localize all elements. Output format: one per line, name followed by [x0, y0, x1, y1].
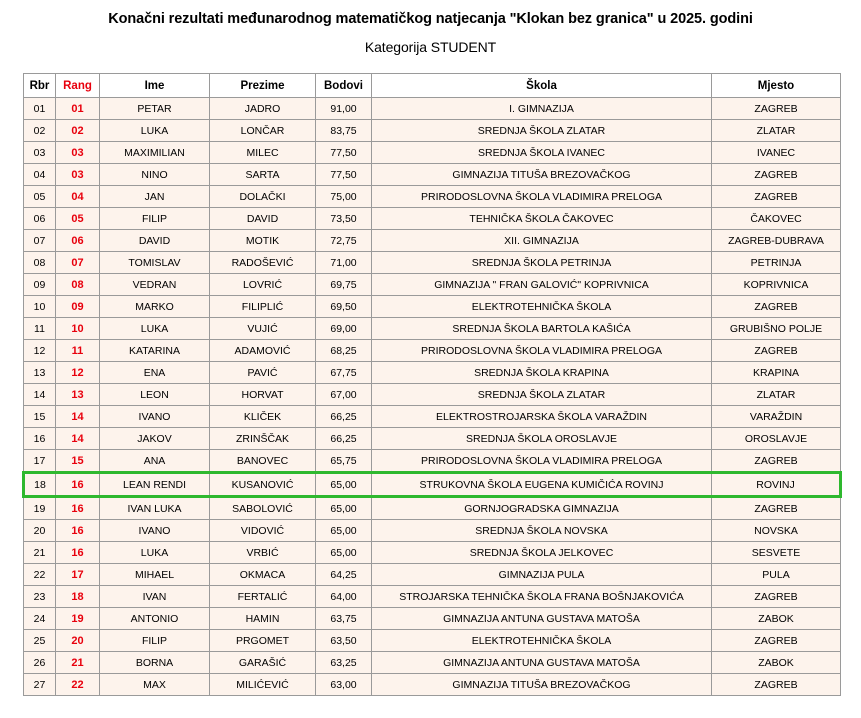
cell-rang: 12	[56, 362, 100, 384]
cell-rang: 19	[56, 608, 100, 630]
cell-prezime: VRBIĆ	[210, 542, 316, 564]
table-body	[24, 98, 841, 696]
table-row	[24, 406, 841, 428]
cell-ime: LUKA	[100, 318, 210, 340]
cell-rang: 21	[56, 652, 100, 674]
cell-bodovi: 77,50	[316, 164, 372, 186]
cell-rang: 04	[56, 186, 100, 208]
cell-skola: STRUKOVNA ŠKOLA EUGENA KUMIČIĆA ROVINJ	[372, 473, 712, 497]
cell-mjesto: ČAKOVEC	[712, 208, 841, 230]
cell-bodovi: 65,00	[316, 520, 372, 542]
cell-rbr: 19	[24, 497, 56, 520]
cell-ime: IVAN LUKA	[100, 497, 210, 520]
cell-rang: 09	[56, 296, 100, 318]
cell-bodovi: 71,00	[316, 252, 372, 274]
cell-skola: SREDNJA ŠKOLA KRAPINA	[372, 362, 712, 384]
cell-bodovi: 67,00	[316, 384, 372, 406]
cell-mjesto: ZAGREB	[712, 674, 841, 696]
cell-prezime: MILEC	[210, 142, 316, 164]
cell-prezime: PAVIĆ	[210, 362, 316, 384]
cell-prezime: SARTA	[210, 164, 316, 186]
cell-ime: ENA	[100, 362, 210, 384]
cell-mjesto: PULA	[712, 564, 841, 586]
cell-mjesto: ROVINJ	[712, 473, 841, 497]
cell-ime: TOMISLAV	[100, 252, 210, 274]
cell-rang: 18	[56, 586, 100, 608]
cell-rbr: 21	[24, 542, 56, 564]
cell-rang: 13	[56, 384, 100, 406]
cell-mjesto: SESVETE	[712, 542, 841, 564]
cell-ime: IVANO	[100, 406, 210, 428]
cell-prezime: KLIČEK	[210, 406, 316, 428]
cell-ime: VEDRAN	[100, 274, 210, 296]
cell-prezime: DOLAČKI	[210, 186, 316, 208]
cell-rbr: 01	[24, 98, 56, 120]
cell-bodovi: 64,00	[316, 586, 372, 608]
table-row	[24, 674, 841, 696]
cell-rang: 05	[56, 208, 100, 230]
cell-rbr: 05	[24, 186, 56, 208]
cell-rbr: 26	[24, 652, 56, 674]
page-title: Konačni rezultati međunarodnog matematičkog natjecanja "Klokan bez granica" u 2025. godini	[108, 11, 753, 27]
cell-bodovi: 63,00	[316, 674, 372, 696]
cell-bodovi: 63,75	[316, 608, 372, 630]
cell-rang: 11	[56, 340, 100, 362]
cell-skola: ELEKTROTEHNIČKA ŠKOLA	[372, 296, 712, 318]
cell-prezime: HORVAT	[210, 384, 316, 406]
cell-ime: IVANO	[100, 520, 210, 542]
cell-bodovi: 67,75	[316, 362, 372, 384]
cell-rang: 08	[56, 274, 100, 296]
cell-rang: 17	[56, 564, 100, 586]
table-row	[24, 652, 841, 674]
cell-skola: XII. GIMNAZIJA	[372, 230, 712, 252]
cell-ime: FILIP	[100, 630, 210, 652]
cell-rbr: 20	[24, 520, 56, 542]
cell-prezime: RADOŠEVIĆ	[210, 252, 316, 274]
column-header-mjesto: Mjesto	[712, 74, 841, 98]
cell-ime: JAKOV	[100, 428, 210, 450]
cell-mjesto: ZAGREB	[712, 98, 841, 120]
cell-skola: STROJARSKA TEHNIČKA ŠKOLA FRANA BOŠNJAKOVIĆA	[372, 586, 712, 608]
cell-mjesto: ZABOK	[712, 652, 841, 674]
cell-rang: 16	[56, 497, 100, 520]
cell-rbr: 22	[24, 564, 56, 586]
cell-rang: 16	[56, 542, 100, 564]
cell-bodovi: 65,00	[316, 542, 372, 564]
cell-rbr: 25	[24, 630, 56, 652]
cell-ime: BORNA	[100, 652, 210, 674]
cell-rang: 22	[56, 674, 100, 696]
cell-rbr: 27	[24, 674, 56, 696]
cell-skola: SREDNJA ŠKOLA OROSLAVJE	[372, 428, 712, 450]
cell-mjesto: PETRINJA	[712, 252, 841, 274]
table-row	[24, 362, 841, 384]
cell-prezime: FERTALIĆ	[210, 586, 316, 608]
column-header-prezime: Prezime	[210, 74, 316, 98]
cell-rbr: 02	[24, 120, 56, 142]
cell-rang: 01	[56, 98, 100, 120]
cell-bodovi: 68,25	[316, 340, 372, 362]
cell-skola: SREDNJA ŠKOLA IVANEC	[372, 142, 712, 164]
cell-prezime: FILIPLIĆ	[210, 296, 316, 318]
cell-mjesto: IVANEC	[712, 142, 841, 164]
cell-rbr: 14	[24, 384, 56, 406]
cell-mjesto: ZAGREB	[712, 450, 841, 473]
cell-mjesto: OROSLAVJE	[712, 428, 841, 450]
cell-prezime: VIDOVIĆ	[210, 520, 316, 542]
table-row	[24, 497, 841, 520]
cell-mjesto: ZABOK	[712, 608, 841, 630]
cell-rang: 03	[56, 164, 100, 186]
table-row	[24, 186, 841, 208]
cell-rbr: 09	[24, 274, 56, 296]
cell-bodovi: 66,25	[316, 406, 372, 428]
cell-ime: MIHAEL	[100, 564, 210, 586]
cell-rbr: 08	[24, 252, 56, 274]
cell-rbr: 03	[24, 142, 56, 164]
cell-rbr: 17	[24, 450, 56, 473]
cell-skola: I. GIMNAZIJA	[372, 98, 712, 120]
column-header-rang: Rang	[56, 74, 100, 98]
cell-bodovi: 63,25	[316, 652, 372, 674]
cell-skola: GIMNAZIJA " FRAN GALOVIĆ" KOPRIVNICA	[372, 274, 712, 296]
cell-rbr: 04	[24, 164, 56, 186]
table-row	[24, 586, 841, 608]
cell-skola: GIMNAZIJA ANTUNA GUSTAVA MATOŠA	[372, 608, 712, 630]
cell-prezime: ZRINŠČAK	[210, 428, 316, 450]
cell-rang: 03	[56, 142, 100, 164]
cell-mjesto: ZAGREB	[712, 630, 841, 652]
cell-mjesto: ZAGREB	[712, 340, 841, 362]
cell-prezime: HAMIN	[210, 608, 316, 630]
cell-mjesto: ZLATAR	[712, 384, 841, 406]
table-row	[24, 542, 841, 564]
cell-rbr: 07	[24, 230, 56, 252]
cell-mjesto: ZLATAR	[712, 120, 841, 142]
cell-ime: MAXIMILIAN	[100, 142, 210, 164]
cell-prezime: ADAMOVIĆ	[210, 340, 316, 362]
cell-skola: SREDNJA ŠKOLA NOVSKA	[372, 520, 712, 542]
cell-bodovi: 75,00	[316, 186, 372, 208]
table-row	[24, 318, 841, 340]
cell-skola: SREDNJA ŠKOLA JELKOVEC	[372, 542, 712, 564]
cell-ime: MARKO	[100, 296, 210, 318]
cell-prezime: BANOVEC	[210, 450, 316, 473]
cell-ime: LEAN RENDI	[100, 473, 210, 497]
cell-bodovi: 73,50	[316, 208, 372, 230]
column-header-skola: Škola	[372, 74, 712, 98]
cell-bodovi: 72,75	[316, 230, 372, 252]
cell-rbr: 15	[24, 406, 56, 428]
cell-bodovi: 65,00	[316, 473, 372, 497]
cell-prezime: MOTIK	[210, 230, 316, 252]
cell-skola: GIMNAZIJA ANTUNA GUSTAVA MATOŠA	[372, 652, 712, 674]
table-row	[24, 384, 841, 406]
column-header-ime: Ime	[100, 74, 210, 98]
cell-skola: GORNJOGRADSKA GIMNAZIJA	[372, 497, 712, 520]
table-row	[24, 98, 841, 120]
cell-rbr: 23	[24, 586, 56, 608]
cell-rbr: 10	[24, 296, 56, 318]
cell-rbr: 16	[24, 428, 56, 450]
cell-prezime: GARAŠIĆ	[210, 652, 316, 674]
cell-skola: SREDNJA ŠKOLA ZLATAR	[372, 120, 712, 142]
cell-ime: ANTONIO	[100, 608, 210, 630]
cell-skola: ELEKTROSTROJARSKA ŠKOLA VARAŽDIN	[372, 406, 712, 428]
table-row	[24, 473, 841, 497]
cell-prezime: JADRO	[210, 98, 316, 120]
column-header-rbr: Rbr	[24, 74, 56, 98]
cell-prezime: PRGOMET	[210, 630, 316, 652]
cell-rbr: 12	[24, 340, 56, 362]
cell-ime: ANA	[100, 450, 210, 473]
cell-rang: 14	[56, 406, 100, 428]
table-row	[24, 274, 841, 296]
table-row	[24, 296, 841, 318]
cell-skola: PRIRODOSLOVNA ŠKOLA VLADIMIRA PRELOGA	[372, 340, 712, 362]
table-row	[24, 564, 841, 586]
cell-rang: 06	[56, 230, 100, 252]
results-page	[0, 11, 861, 718]
table-row	[24, 428, 841, 450]
cell-ime: FILIP	[100, 208, 210, 230]
cell-mjesto: ZAGREB	[712, 296, 841, 318]
cell-ime: IVAN	[100, 586, 210, 608]
cell-rang: 02	[56, 120, 100, 142]
cell-mjesto: VARAŽDIN	[712, 406, 841, 428]
cell-ime: LUKA	[100, 120, 210, 142]
cell-bodovi: 77,50	[316, 142, 372, 164]
cell-rbr: 18	[24, 473, 56, 497]
table-row	[24, 340, 841, 362]
cell-ime: JAN	[100, 186, 210, 208]
table-row	[24, 164, 841, 186]
cell-bodovi: 69,00	[316, 318, 372, 340]
cell-bodovi: 66,25	[316, 428, 372, 450]
cell-mjesto: ZAGREB	[712, 186, 841, 208]
cell-skola: PRIRODOSLOVNA ŠKOLA VLADIMIRA PRELOGA	[372, 186, 712, 208]
cell-rang: 16	[56, 520, 100, 542]
cell-rbr: 13	[24, 362, 56, 384]
cell-rbr: 24	[24, 608, 56, 630]
cell-skola: SREDNJA ŠKOLA ZLATAR	[372, 384, 712, 406]
cell-skola: GIMNAZIJA PULA	[372, 564, 712, 586]
table-row	[24, 608, 841, 630]
table-row	[24, 630, 841, 652]
cell-rang: 16	[56, 473, 100, 497]
cell-mjesto: KRAPINA	[712, 362, 841, 384]
cell-bodovi: 83,75	[316, 120, 372, 142]
table-row	[24, 208, 841, 230]
cell-rang: 07	[56, 252, 100, 274]
cell-ime: KATARINA	[100, 340, 210, 362]
cell-skola: GIMNAZIJA TITUŠA BREZOVAČKOG	[372, 164, 712, 186]
cell-rbr: 06	[24, 208, 56, 230]
cell-prezime: LOVRIĆ	[210, 274, 316, 296]
cell-mjesto: ZAGREB	[712, 586, 841, 608]
cell-prezime: MILIĆEVIĆ	[210, 674, 316, 696]
table-header	[24, 74, 841, 98]
cell-mjesto: NOVSKA	[712, 520, 841, 542]
cell-ime: NINO	[100, 164, 210, 186]
cell-rang: 14	[56, 428, 100, 450]
cell-bodovi: 69,50	[316, 296, 372, 318]
cell-ime: PETAR	[100, 98, 210, 120]
cell-prezime: LONČAR	[210, 120, 316, 142]
page-subtitle: Kategorija STUDENT	[364, 39, 497, 55]
cell-skola: SREDNJA ŠKOLA PETRINJA	[372, 252, 712, 274]
cell-ime: DAVID	[100, 230, 210, 252]
table-row	[24, 142, 841, 164]
cell-rang: 10	[56, 318, 100, 340]
cell-mjesto: ZAGREB	[712, 497, 841, 520]
results-table	[22, 73, 842, 696]
cell-skola: GIMNAZIJA TITUŠA BREZOVAČKOG	[372, 674, 712, 696]
cell-prezime: KUSANOVIĆ	[210, 473, 316, 497]
table-row	[24, 120, 841, 142]
table-row	[24, 520, 841, 542]
cell-rang: 20	[56, 630, 100, 652]
cell-skola: ELEKTROTEHNIČKA ŠKOLA	[372, 630, 712, 652]
cell-prezime: SABOLOVIĆ	[210, 497, 316, 520]
cell-skola: SREDNJA ŠKOLA BARTOLA KAŠIĆA	[372, 318, 712, 340]
cell-skola: PRIRODOSLOVNA ŠKOLA VLADIMIRA PRELOGA	[372, 450, 712, 473]
cell-bodovi: 63,50	[316, 630, 372, 652]
cell-skola: TEHNIČKA ŠKOLA ČAKOVEC	[372, 208, 712, 230]
cell-ime: MAX	[100, 674, 210, 696]
column-header-bodovi: Bodovi	[316, 74, 372, 98]
cell-prezime: OKMACA	[210, 564, 316, 586]
cell-mjesto: KOPRIVNICA	[712, 274, 841, 296]
cell-ime: LUKA	[100, 542, 210, 564]
cell-bodovi: 65,75	[316, 450, 372, 473]
table-header-row	[24, 74, 841, 98]
cell-prezime: VUJIĆ	[210, 318, 316, 340]
cell-ime: LEON	[100, 384, 210, 406]
cell-bodovi: 69,75	[316, 274, 372, 296]
cell-bodovi: 91,00	[316, 98, 372, 120]
cell-bodovi: 65,00	[316, 497, 372, 520]
cell-bodovi: 64,25	[316, 564, 372, 586]
cell-mjesto: ZAGREB-DUBRAVA	[712, 230, 841, 252]
cell-mjesto: GRUBIŠNO POLJE	[712, 318, 841, 340]
cell-mjesto: ZAGREB	[712, 164, 841, 186]
results-table-container	[0, 73, 861, 696]
cell-rang: 15	[56, 450, 100, 473]
table-row	[24, 450, 841, 473]
table-row	[24, 230, 841, 252]
cell-rbr: 11	[24, 318, 56, 340]
cell-prezime: DAVID	[210, 208, 316, 230]
table-row	[24, 252, 841, 274]
